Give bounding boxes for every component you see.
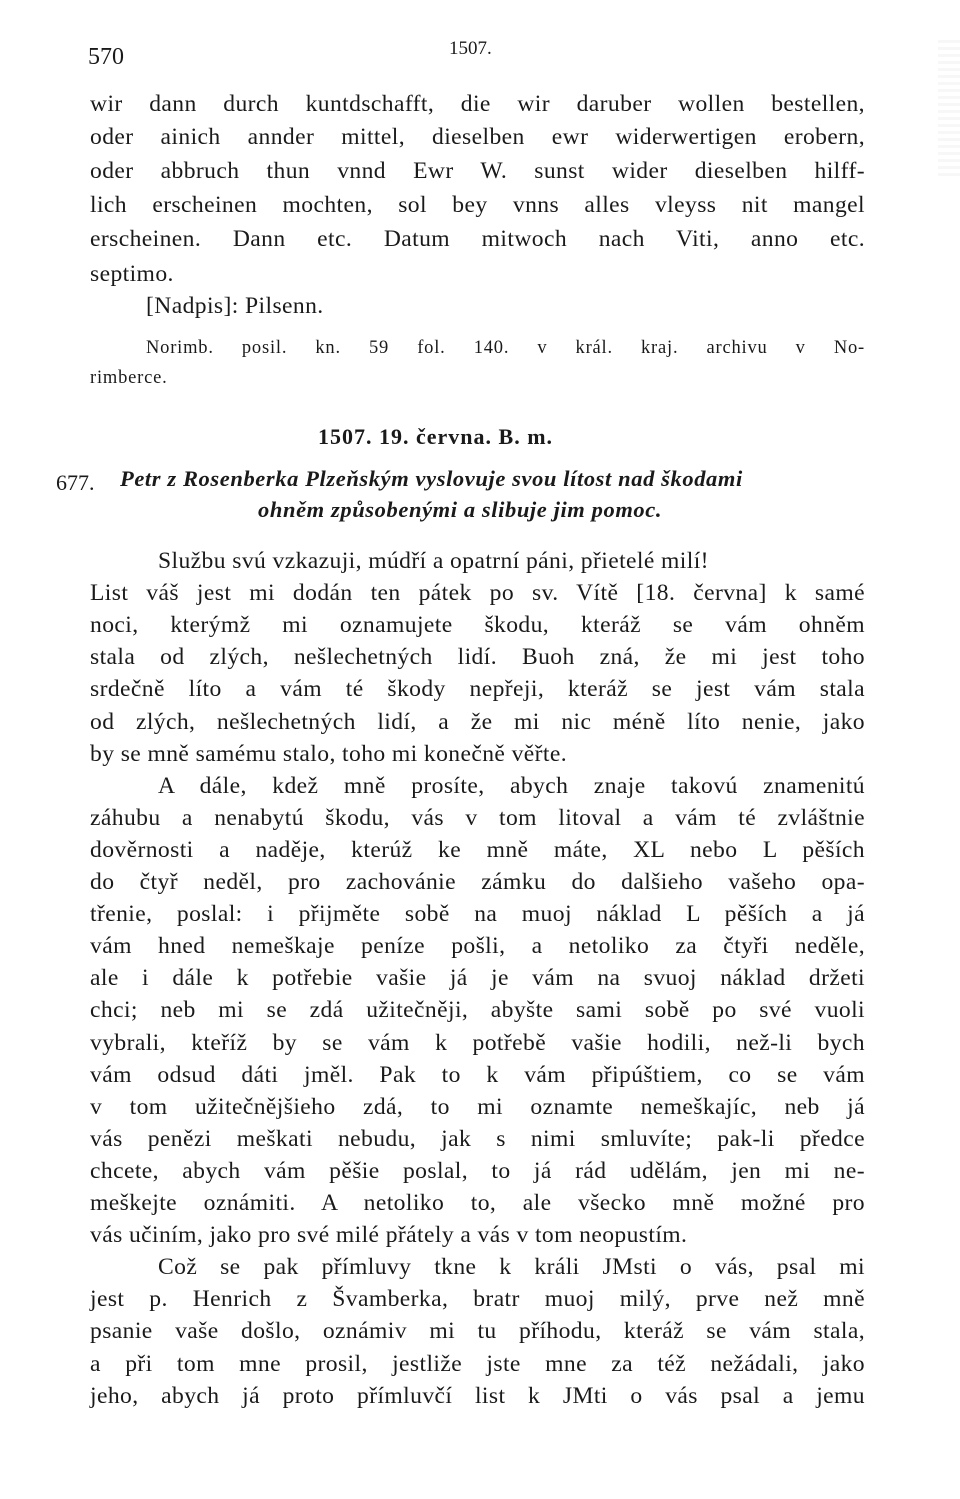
text-line: v tom užitečnějšieho zdá, to mi oznamte nemeškajíc, neb já [90,1093,865,1120]
text-line: Službu svú vzkazuji, múdří a opatrní páni, přietelé milí! [158,548,709,574]
address-line: [Nadpis]: Pilsenn. [146,293,324,319]
text-line: vybrali, kteříž by se vám k potřebě vašie hodili, než-li bych [90,1029,865,1056]
source-note-line: rimberce. [90,368,168,388]
page-number: 570 [88,44,124,70]
entry-title-line: ohněm způsobenými a slibuje jim pomoc. [258,497,663,522]
text-line: srdečně líto a vám té škody nepřeji, kteráž se jest vám stala [90,676,865,703]
text-line: meškejte oznámiti. A netoliko to, ale všecko mně možné pro [90,1190,865,1216]
text-line: chcete, abych vám pěšie poslal, to já rád udělám, jen mi ne- [90,1157,865,1184]
running-head: 1507. [449,38,492,59]
text-line: psanie vaše došlo, oznámiv mi tu příhodu, kteráž se vám stala, [90,1318,865,1345]
text-line: vám hned nemeškaje peníze pošli, a netoliko za čtyři neděle, [90,933,865,960]
text-line: oder ainich annder mittel, dieselben ewr widerwertigen erobern, [90,124,865,150]
text-line: vás učiním, jako pro své milé přátely a vás v tom neopustím. [90,1222,688,1249]
text-line: A dále, kdež mně prosíte, abych znaje takovú znamenitú [158,772,865,799]
document-number: 677. [56,470,95,495]
text-line: List váš jest mi dodán ten pátek po sv. Vítě [18. června] k samé [90,580,865,607]
text-line: dověrnosti a naděje, kterúž ke mně máte, XL nebo L pěších [90,836,865,863]
entry-title-line: Petr z Rosenberka Plzeňským vyslovuje svou lítost nad škodami [120,466,743,491]
entry-date: 1507. 19. června. B. m. [318,424,554,449]
text-line: vám odsud dáti jměl. Pak to k vám připúštiem, co se vám [90,1061,865,1088]
text-line: erscheinen. Dann etc. Datum mitwoch nach Viti, anno etc. [90,226,865,252]
scan-edge-artifact [938,40,960,180]
text-line: od zlých, nešlechetných lidí, a že mi nic méně líto nenie, jako [90,708,865,735]
text-line: vás penězi meškati nebudu, jak s nimi smluvíte; pak-li předce [90,1125,865,1152]
text-line: wir dann durch kuntdschafft, die wir daruber wollen bestellen, [90,91,865,117]
text-line: Což se pak přímluvy tkne k králi JMsti o vás, psal mi [158,1254,865,1281]
text-line: záhubu a nenabytú škodu, vás v tom litoval a vám té zvláštnie [90,804,865,831]
text-line: a při tom mne prosil, jestliže jste mne za též nežádali, jako [90,1350,865,1377]
text-line: třenie, poslal: i přijměte sobě na muoj náklad L pěších a já [90,901,865,928]
text-line: lich erscheinen mochten, sol bey vnns alles vleyss nit mangel [90,192,865,218]
source-note-line: Norimb. posil. kn. 59 fol. 140. v král. kraj. archivu v No- [146,338,865,358]
text-line: by se mně samému stalo, toho mi konečně věřte. [90,740,568,767]
text-line: ale i dále k potřebie vašie já je vám na svuoj náklad držeti [90,965,865,992]
text-line: stala od zlých, nešlechetných lidí. Buoh zná, že mi jest toho [90,644,865,671]
text-line: jeho, abych já proto přímluvčí list k JMti o vás psal a jemu [90,1382,865,1409]
text-line: chci; neb mi se zdá užitečněji, abyšte sami sobě po své vuoli [90,997,865,1024]
text-line: do čtyř neděl, pro zachovánie zámku do dalšieho vašeho opa- [90,869,865,895]
text-line: jest p. Henrich z Švamberka, bratr muoj milý, prve než mně [90,1286,865,1313]
text-line: oder abbruch thun vnnd Ewr W. sunst wider dieselben hilff- [90,158,865,184]
text-line: noci, kterýmž mi oznamujete škodu, kteráž se vám ohněm [90,612,865,639]
text-line: septimo. [90,261,174,287]
